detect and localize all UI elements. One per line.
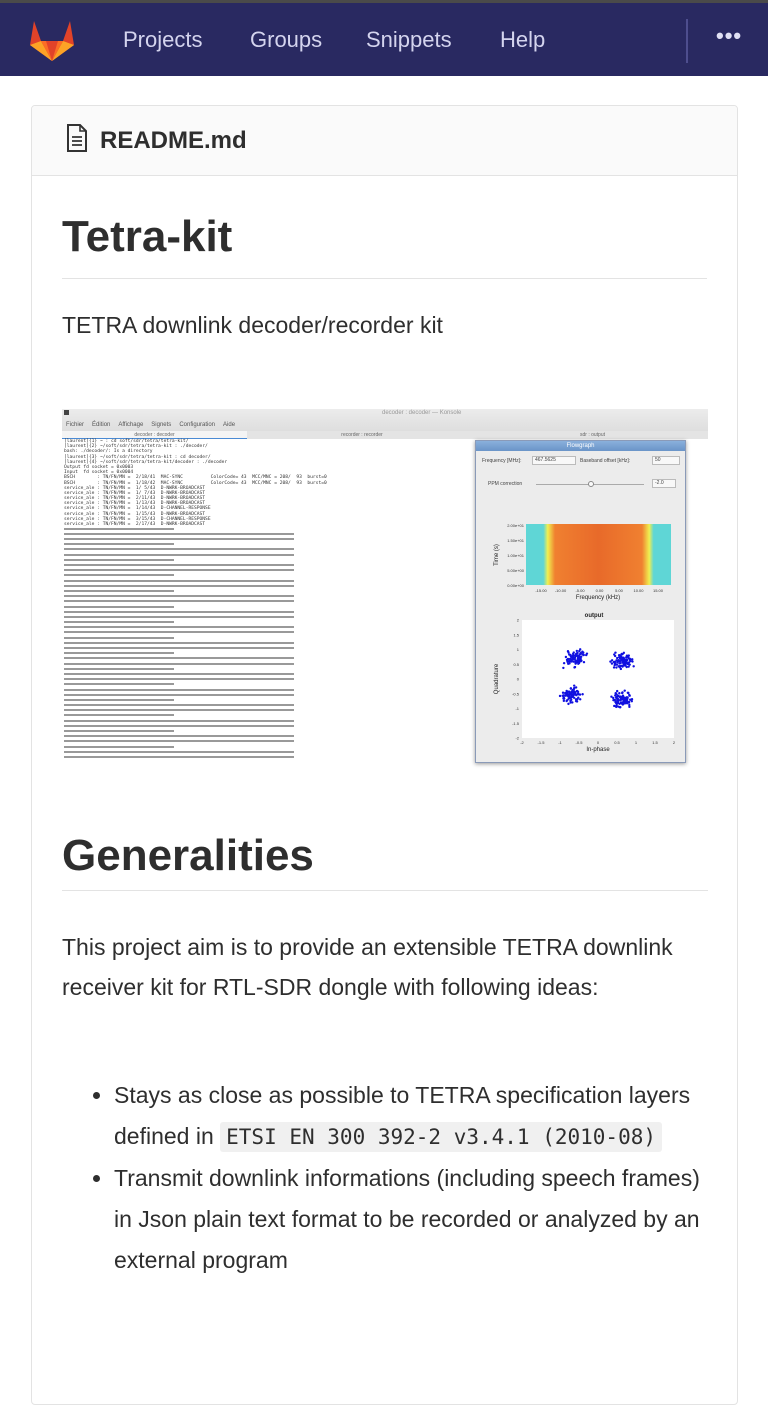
const-xtick: 2 [672, 740, 676, 745]
spectro-xtick: -15.00 [535, 588, 547, 593]
nav-divider [686, 19, 688, 63]
terminal-line: service_ale : TN/FN/MN = 2/11/43 D-NWRK-BROADCAST [64, 496, 206, 502]
constellation-point [579, 656, 581, 658]
constellation-point [616, 690, 618, 692]
constellation-point [620, 698, 622, 700]
constellation-point [566, 694, 568, 696]
constellation-point [570, 687, 572, 689]
konsole-menu-item[interactable]: Édition [92, 422, 111, 428]
screenshot-image [62, 409, 708, 766]
spectro-ylabel: Time (s) [494, 544, 500, 566]
markdown-body [32, 210, 737, 1273]
constellation-point [614, 701, 616, 703]
constellation-point [572, 653, 574, 655]
spectro-ytick: 1.50e+01 [507, 538, 524, 543]
constellation-point [624, 689, 626, 691]
spectro-xtick: 0.00 [595, 588, 604, 593]
constellation-point [626, 654, 628, 656]
constellation-point [578, 662, 580, 664]
const-xtick: -1.5 [537, 740, 545, 745]
terminal-line: [laurent]{3} ~/soft/sdr/tetra/tetra-kit : cd decoder/ [64, 454, 211, 460]
file-name: README.md [100, 126, 247, 154]
list-item-text: Stays as close as possible to TETRA specification layers defined in [114, 1082, 691, 1149]
constellation-point [573, 666, 575, 668]
const-ylabel: Quadrature [494, 663, 500, 695]
file-header [32, 106, 737, 176]
terminal-line: BSCH : TN/FN/MN = 1/18/42 MAC-SYNC ColorCode= 43 MCC/MNC = 208/ 93 burst=0 [64, 480, 327, 486]
ppm-label: PPM correction [488, 481, 523, 487]
constellation-point [631, 700, 633, 702]
const-xtick: -2 [520, 740, 524, 745]
constellation-point [614, 655, 616, 657]
terminal-line: BSCH : TN/FN/MN = 2/18/41 MAC-SYNC ColorCode= 43 MCC/MNC = 208/ 93 burst=0 [64, 475, 327, 481]
constellation-point [559, 695, 561, 697]
constellation-point [628, 706, 630, 708]
konsole-menu-item[interactable]: Signets [151, 422, 172, 428]
constellation-point [562, 667, 564, 669]
constellation-point [622, 699, 624, 701]
tab-decoder[interactable]: decoder : decoder [62, 431, 247, 439]
const-xtick: 1 [634, 740, 638, 745]
spectro-ytick: 5.00e+00 [507, 568, 524, 573]
constellation-point [631, 660, 633, 662]
constellation-point [615, 696, 617, 698]
constellation-point [573, 684, 575, 686]
konsole-titlebar [62, 409, 708, 431]
spectro-xtick: 10.00 [633, 588, 644, 593]
constellation-point [571, 701, 573, 703]
constellation-point [615, 666, 617, 668]
constellation-point [609, 660, 611, 662]
constellation-point [621, 691, 623, 693]
constellation-point [575, 700, 577, 702]
terminal-line: bash: ./decoder/: Is a directory [64, 449, 153, 455]
constellation-point [628, 663, 630, 665]
constellation-point [583, 661, 585, 663]
list-item [114, 1158, 722, 1281]
constellation-point [614, 662, 616, 664]
konsole-tabs [62, 431, 708, 439]
constellation-point [563, 697, 565, 699]
const-ytick: 0 [516, 676, 519, 682]
const-xtick: -1 [558, 740, 562, 745]
constellation-point [567, 703, 569, 705]
const-ytick: 1 [516, 647, 519, 652]
gitlab-logo-icon[interactable] [28, 19, 76, 68]
ppm-spinbox[interactable]: -2.0 [652, 479, 676, 488]
frequency-input[interactable]: 467.5625 [532, 456, 576, 465]
terminal-line: service_ale : TN/FN/MN = 1/13/43 D-NWRK-BROADCAST [64, 501, 206, 507]
constellation-point [610, 695, 612, 697]
constellation-point [617, 699, 619, 701]
constellation-point [566, 691, 568, 693]
konsole-menu [62, 420, 708, 431]
terminal-line: Output fd socket = 0x0003 [64, 464, 134, 470]
constellation-point [620, 668, 622, 670]
nav-groups[interactable]: Groups [250, 27, 323, 52]
spectro-ytick: 1.00e+01 [507, 553, 524, 558]
constellation-point [568, 662, 570, 664]
nav-projects[interactable]: Projects [123, 27, 203, 52]
const-ytick: -0.5 [512, 691, 519, 697]
constellation-point [619, 696, 621, 698]
konsole-menu-item[interactable]: Aide [223, 422, 236, 428]
constellation-point [569, 696, 571, 698]
constellation-point [576, 652, 578, 654]
constellation-point [619, 706, 621, 708]
tab-sdr[interactable]: sdr : output [579, 432, 605, 438]
constellation-point [625, 700, 627, 702]
constellation-point [613, 664, 615, 666]
readme-subtitle: TETRA downlink decoder/recorder kit [62, 312, 443, 338]
tab-recorder[interactable]: recorder : recorder [341, 432, 383, 438]
terminal-line: service_ale : TN/FN/MN = 1/ 5/43 D-NWRK-BROADCAST [64, 485, 206, 491]
constellation-point [618, 692, 620, 694]
constellation-point [619, 662, 621, 664]
constellation-point [565, 656, 567, 658]
constellation-point [616, 657, 618, 659]
constellation-point [617, 659, 619, 661]
constellation-point [565, 700, 567, 702]
constellation-plot [522, 620, 674, 738]
constellation-point [629, 695, 631, 697]
spectrogram [526, 524, 671, 585]
const-ytick: -1.5 [512, 720, 519, 726]
constellation-point [571, 691, 573, 693]
const-ytick: 0.5 [513, 661, 519, 667]
flowgraph-title: Flowgraph [476, 441, 685, 451]
offset-label: Baseband offset [kHz]: [580, 458, 631, 464]
constellation-point [577, 658, 579, 660]
spectro-xlabel: Frequency (kHz) [575, 595, 621, 601]
top-navbar [0, 3, 768, 76]
constellation-point [578, 650, 580, 652]
const-xtick: -0.5 [575, 740, 583, 745]
constellation-point [622, 703, 624, 705]
constellation-point [570, 656, 572, 658]
constellation-point [632, 665, 634, 667]
heading-generalities: Generalities [62, 828, 708, 891]
const-ytick: 1.5 [513, 632, 519, 638]
terminal-line: service_ale : TN/FN/MN = 2/17/43 D-NWRK-BROADCAST [64, 522, 206, 527]
constellation-point [567, 651, 569, 653]
constellation-point [576, 650, 578, 652]
const-ytick: -1 [515, 706, 519, 711]
constellation-point [626, 666, 628, 668]
constellation-point [582, 651, 584, 653]
constellation-point [572, 660, 574, 662]
constellation-point [622, 696, 624, 698]
const-ytick: 2 [516, 617, 519, 623]
constellation-point [566, 660, 568, 662]
terminal-line: service_ale : TN/FN/MN = 1/ 7/43 D-NWRK-BROADCAST [64, 490, 206, 496]
terminal-line: [laurent]{2} ~/soft/sdr/tetra/tetra-kit : ./decoder/ [64, 444, 208, 450]
spectro-ytick: 0.00e+00 [507, 583, 524, 588]
constellation-point [611, 662, 613, 664]
constellation-point [625, 658, 627, 660]
konsole-menu-item[interactable]: Fichier [66, 422, 85, 428]
constellation-point [627, 692, 629, 694]
constellation-point [582, 654, 584, 656]
konsole-title: decoder : decoder — Konsole [382, 410, 462, 416]
intro-paragraph: This project aim is to provide an extensible TETRA downlink receiver kit for RTL-SDR dongle with following ideas: [62, 934, 673, 1000]
constellation-point [612, 699, 614, 701]
konsole-menu-item[interactable]: Configuration [179, 422, 216, 428]
frequency-label: Frequency [MHz]: [482, 458, 522, 464]
nav-snippets[interactable]: Snippets [366, 27, 452, 52]
list-item [114, 1075, 722, 1158]
terminal-line: service_ale : TN/FN/MN = 1/15/43 D-NWRK-BROADCAST [64, 511, 206, 517]
constellation-point [573, 697, 575, 699]
readme-card [31, 105, 738, 1405]
constellation-point [563, 662, 565, 664]
spectro-xtick: -5.00 [575, 588, 585, 593]
constellation-point [618, 654, 620, 656]
file-text-icon [66, 124, 88, 157]
ideas-list [62, 1075, 722, 1281]
constellation-point [613, 666, 615, 668]
constellation-point [627, 657, 629, 659]
more-menu-button[interactable]: ••• [716, 23, 743, 48]
constellation-point [576, 698, 578, 700]
offset-input[interactable]: 50 [652, 456, 680, 465]
const-xtick: 0 [596, 740, 600, 745]
constellation-point [618, 703, 620, 705]
constellation-title: output [584, 613, 604, 619]
const-ytick: -2 [515, 735, 519, 741]
readme-title: Tetra-kit [62, 210, 707, 279]
constellation-point [629, 660, 631, 662]
constellation-point [625, 696, 627, 698]
terminal-line: [laurent]{4} ~/soft/sdr/tetra/tetra-kit/decoder : ./decoder [64, 459, 228, 465]
constellation-point [570, 699, 572, 701]
constellation-point [581, 693, 583, 695]
terminal-line: service_ale : TN/FN/MN = 1/14/43 D-CHANNEL-RESPONSE [64, 506, 211, 512]
constellation-point [569, 660, 571, 662]
terminal-line: service_ale : TN/FN/MN = 3/15/43 D-CHANNEL-RESPONSE [64, 516, 211, 522]
constellation-point [615, 692, 617, 694]
const-xlabel: In-phase [586, 747, 610, 753]
constellation-point [586, 652, 588, 654]
konsole-menu-item[interactable]: Affichage [118, 422, 144, 428]
spectro-ytick: 2.00e+01 [507, 523, 524, 528]
flowgraph-window [475, 440, 686, 763]
constellation-point [579, 698, 581, 700]
constellation-point [568, 692, 570, 694]
spectro-xtick: 5.00 [615, 588, 623, 593]
spectro-xtick: 15.00 [652, 588, 664, 593]
constellation-point [631, 658, 633, 660]
constellation-point [615, 706, 617, 708]
constellation-point [561, 695, 563, 697]
nav-help[interactable]: Help [500, 27, 546, 52]
constellation-point [563, 700, 565, 702]
constellation-point [575, 686, 577, 688]
terminal-line: Input fd socket = 0x0004 [64, 470, 134, 476]
constellation-point [623, 652, 625, 654]
spectro-xtick: -10.00 [554, 588, 567, 593]
constellation-point [623, 657, 625, 659]
terminal-line: [laurent]{1} ~ : cd soft/sdr/tetra/tetra-kit/ [64, 439, 189, 444]
constellation-point [562, 692, 564, 694]
flowgraph-plots [476, 443, 687, 753]
const-xtick: 1.5 [652, 740, 658, 745]
inline-code: ETSI EN 300 392-2 v3.4.1 (2010-08) [220, 1122, 662, 1152]
constellation-point [623, 663, 625, 665]
list-item-text: Transmit downlink informations (including speech frames) in Json plain text format to be recorded or analyzed by an external program [114, 1165, 700, 1273]
constellation-point [576, 693, 578, 695]
constellation-point [579, 653, 581, 655]
constellation-point [567, 658, 569, 660]
const-xtick: 0.5 [614, 740, 620, 745]
